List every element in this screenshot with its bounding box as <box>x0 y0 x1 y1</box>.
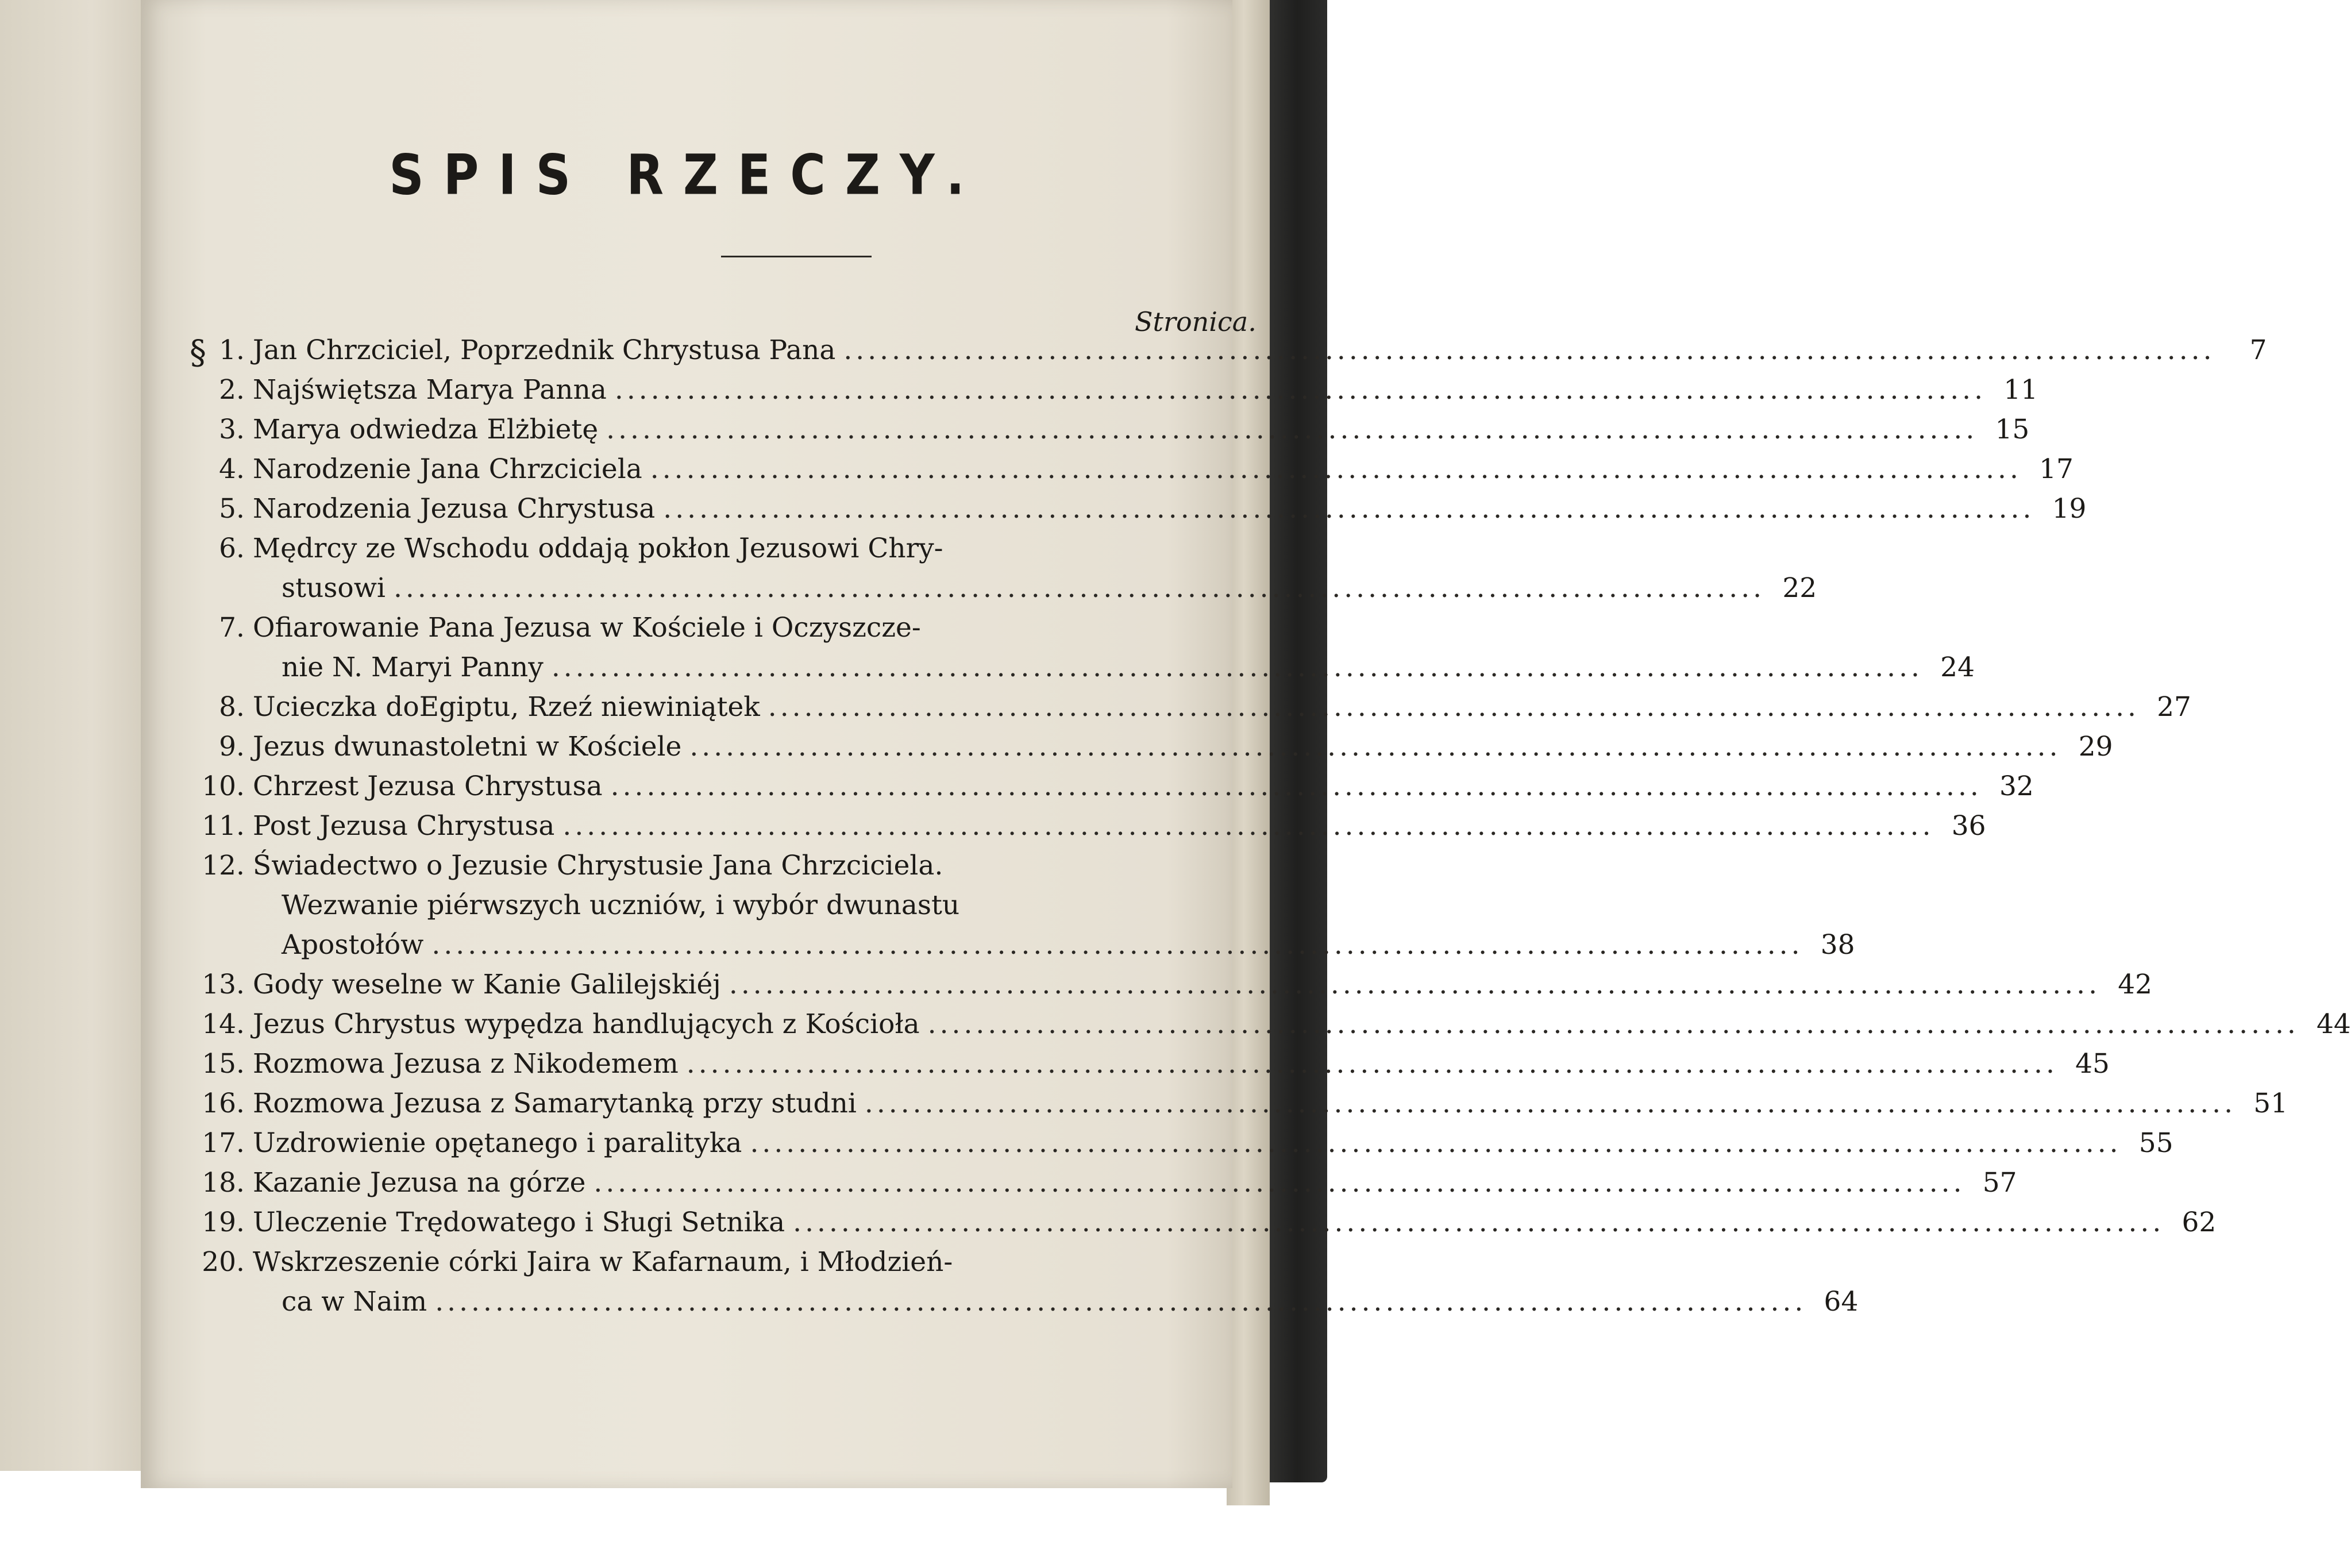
entry-title <box>253 1242 1806 1322</box>
entry-number: 18. <box>202 1167 245 1199</box>
section-symbol: § <box>190 333 206 372</box>
entry-title-line: Mędrcy ze Wschodu oddają pokłon Jezusowi Chry- <box>253 533 943 564</box>
entry-page-number: 51 <box>2253 1088 2288 1119</box>
entry-number: 20. <box>202 1246 245 1278</box>
toc-entry <box>195 1203 2217 1242</box>
entry-title-line: Narodzenia Jezusa Chrystusa <box>253 493 656 525</box>
entry-title-line: Rozmowa Jezusa z Samarytanką przy studni <box>253 1088 857 1119</box>
entry-page-number: 45 <box>2075 1048 2110 1080</box>
entry-title <box>253 608 1923 687</box>
entry-page-number: 19 <box>2052 493 2087 525</box>
entry-title-line: Świadectwo o Jezusie Chrystusie Jana Chrzciciela. <box>253 850 943 881</box>
dot-leader <box>843 330 2215 370</box>
dot-leader <box>928 1004 2299 1044</box>
entry-title-line: Uzdrowienie opętanego i paralityka <box>253 1127 742 1159</box>
entry-page-number: 17 <box>2039 453 2073 485</box>
toc-list <box>190 330 2351 1322</box>
entry-number: 12. <box>202 850 245 881</box>
dot-leader <box>435 1282 1806 1322</box>
entry-page-number: 29 <box>2078 731 2113 762</box>
entry-title-line: ca w Naim <box>282 1286 427 1317</box>
entry-number: 3. <box>219 414 245 445</box>
entry-number: 19. <box>202 1207 245 1238</box>
entry-title-line: Jezus Chrystus wypędza handlujących z Kościoła <box>253 1008 920 1040</box>
entry-number: 9. <box>219 731 245 762</box>
entry-title-line: Jezus dwunastoletni w Kościele <box>253 731 682 762</box>
toc-entry <box>195 806 1986 846</box>
entry-title <box>253 1203 2164 1242</box>
entry-number: 5. <box>219 493 245 525</box>
toc-entry <box>195 1242 1859 1322</box>
entry-page-number: 22 <box>1782 572 1817 604</box>
entry-title <box>253 1163 1965 1203</box>
entry-title-line: Rozmowa Jezusa z Nikodemem <box>253 1048 679 1080</box>
dot-leader <box>615 370 1986 410</box>
toc-entry <box>195 965 2153 1004</box>
entry-title-line: Uleczenie Trędowatego i Sługi Setnika <box>253 1207 785 1238</box>
page-column-heading: Stronica. <box>1135 306 1257 337</box>
entry-title <box>253 965 2101 1004</box>
toc-entry <box>195 1163 2017 1203</box>
entry-title <box>253 489 2034 529</box>
entry-title <box>253 529 1765 608</box>
toc-entry <box>195 687 2191 727</box>
entry-page-number: 38 <box>1820 929 1855 961</box>
dot-leader <box>431 925 1803 965</box>
entry-number: 11. <box>202 810 245 842</box>
entry-title <box>253 1123 2122 1163</box>
dot-leader <box>689 727 2061 766</box>
entry-number: 14. <box>202 1008 245 1040</box>
entry-title-line: Narodzenie Jana Chrzciciela <box>253 453 642 485</box>
entry-title <box>253 806 1934 846</box>
entry-title <box>253 449 2022 489</box>
entry-title-line: Marya odwiedza Elżbietę <box>253 414 599 445</box>
entry-number: 17. <box>202 1127 245 1159</box>
entry-page-number: 24 <box>1940 652 1975 683</box>
toc-entry <box>195 529 1817 608</box>
dot-leader <box>606 410 1978 449</box>
entry-number: 8. <box>219 691 245 723</box>
entry-title-line: Najświętsza Marya Panna <box>253 374 607 406</box>
entry-number: 13. <box>202 969 245 1000</box>
dot-leader <box>663 489 2034 529</box>
title-rule <box>721 256 872 257</box>
toc-entry <box>195 846 1855 965</box>
entry-page-number: 11 <box>2003 374 2038 406</box>
entry-page-number: 32 <box>1999 770 2034 802</box>
dot-leader <box>687 1044 2058 1084</box>
entry-title <box>253 1004 2299 1044</box>
toc-entry <box>195 370 2038 410</box>
entry-title <box>253 410 1978 449</box>
entry-number: 16. <box>202 1088 245 1119</box>
dot-leader <box>793 1203 2164 1242</box>
toc-entry <box>195 727 2113 766</box>
dot-leader <box>865 1084 2236 1123</box>
entry-title-line: Wskrzeszenie córki Jaira w Kafarnaum, i Młodzień- <box>253 1246 953 1278</box>
toc-entry <box>195 1004 2351 1044</box>
toc-entry <box>190 330 2267 372</box>
toc-entry <box>195 489 2087 529</box>
entry-page-number: 55 <box>2138 1127 2173 1159</box>
toc-entry <box>195 1084 2288 1123</box>
entry-number: 15. <box>202 1048 245 1080</box>
dot-leader <box>650 449 2022 489</box>
entry-page-number: 15 <box>1995 414 2030 445</box>
entry-title <box>253 1084 2236 1123</box>
entry-number: 4. <box>219 453 245 485</box>
entry-page-number: 44 <box>2317 1008 2351 1040</box>
dot-leader <box>552 648 1923 687</box>
entry-title-line: Jan Chrzciciel, Poprzednik Chrystusa Pana <box>253 334 836 366</box>
entry-title <box>253 766 1982 806</box>
entry-page-number: 62 <box>2182 1207 2217 1238</box>
toc-entry <box>195 766 2034 806</box>
entry-title-line: Wezwanie piérwszych uczniów, i wybór dwunastu <box>282 889 960 921</box>
toc-entry <box>195 608 1975 687</box>
dot-leader <box>768 687 2140 727</box>
entry-title <box>253 370 1986 410</box>
entry-title <box>253 1044 2058 1084</box>
entry-title-line: Apostołów <box>282 929 424 961</box>
entry-page-number: 27 <box>2157 691 2191 723</box>
entry-title <box>253 330 2215 370</box>
entry-title-line: Chrzest Jezusa Chrystusa <box>253 770 603 802</box>
dot-leader <box>729 965 2101 1004</box>
entry-number: 2. <box>219 374 245 406</box>
entry-title <box>253 687 2140 727</box>
dot-leader <box>750 1123 2121 1163</box>
entry-title-line: Ofiarowanie Pana Jezusa w Kościele i Oczyszcze- <box>253 612 921 644</box>
toc-entry <box>195 449 2073 489</box>
entry-number: 7. <box>219 612 245 644</box>
toc-entry <box>195 410 2030 449</box>
toc-entry <box>195 1123 2173 1163</box>
entry-page-number: 36 <box>1951 810 1986 842</box>
dot-leader <box>611 766 1982 806</box>
entry-title-line: Kazanie Jezusa na górze <box>253 1167 586 1199</box>
entry-title-line: stusowi <box>282 572 386 604</box>
dot-leader <box>394 568 1765 608</box>
entry-page-number: 57 <box>1982 1167 2017 1199</box>
page-title: SPIS RZECZY. <box>389 142 984 207</box>
entry-title-line: Post Jezusa Chrystusa <box>253 810 555 842</box>
entry-page-number: 7 <box>2249 334 2267 366</box>
entry-title-line: Ucieczka doEgiptu, Rzeź niewiniątek <box>253 691 760 723</box>
entry-number: 6. <box>219 533 245 564</box>
entry-number: 10. <box>202 770 245 802</box>
dot-leader <box>593 1163 1965 1203</box>
entry-page-number: 64 <box>1824 1286 1859 1317</box>
entry-title <box>253 846 1803 965</box>
entry-title-line: Gody weselne w Kanie Galilejskiéj <box>253 969 721 1000</box>
entry-title-line: nie N. Maryi Panny <box>282 652 544 683</box>
entry-page-number: 42 <box>2118 969 2153 1000</box>
toc-entry <box>195 1044 2110 1084</box>
entry-title <box>253 727 2061 766</box>
dot-leader <box>562 806 1934 846</box>
entry-number: 1. <box>219 334 245 366</box>
